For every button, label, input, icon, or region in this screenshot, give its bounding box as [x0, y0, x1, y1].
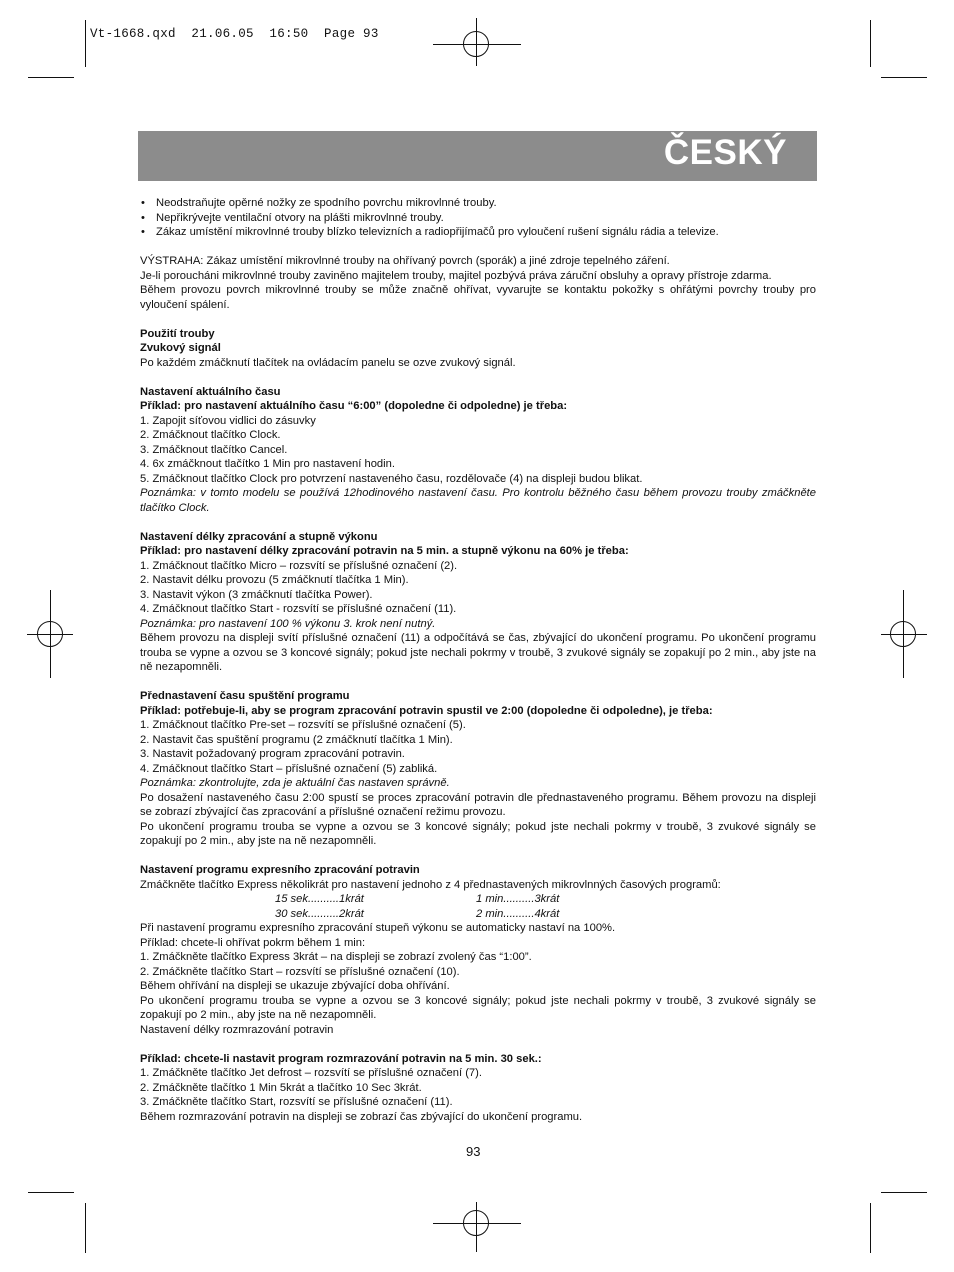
section-heading: Nastavení programu expresního zpracování potravin	[140, 864, 420, 876]
step-item: 1. Zmáčknout tlačítko Micro – rozsvítí se příslušné označení (2).	[140, 559, 458, 572]
step-item: 3. Nastavit požadovaný program zpracování potravin.	[140, 748, 405, 760]
page-content	[140, 196, 816, 1124]
step-item: 1. Zmáčkněte tlačítko Jet defrost – rozsvítí se příslušné označení (7).	[140, 1067, 482, 1079]
crop-mark-br-h	[881, 1192, 927, 1193]
warning-line: VÝSTRAHA: Zákaz umístění mikrovlnné trouby na ohřívaný povrch (sporák) a jiné zdroje tepelného záření.	[140, 255, 670, 267]
language-banner	[138, 131, 817, 181]
paragraph: Během ohřívání na displeji se ukazuje zbývající doba ohřívání.	[140, 980, 450, 992]
express-cell: 2 min..........4krát	[476, 907, 560, 920]
page-number: 93	[466, 1144, 481, 1159]
crop-mark-bl-v	[85, 1203, 86, 1253]
step-item: 2. Zmáčkněte tlačítko 1 Min 5krát a tlačítko 10 Sec 3krát.	[140, 1081, 422, 1094]
reg-left-circle	[37, 621, 63, 647]
paragraph: Po dosažení nastaveného času 2:00 spustí se proces zpracování potravin dle přednastaveného programu. Během provozu na displeji se zobrazí zbývající čas zpracování a příslušné označení režimu provozu.	[140, 791, 816, 818]
paragraph: Po každém zmáčknutí tlačítek na ovládacím panelu se ozve zvukový signál.	[140, 356, 516, 369]
step-item: 1. Zapojit síťovou vidlici do zásuvky	[140, 414, 316, 427]
section-heading: Přednastavení času spuštění programu	[140, 690, 350, 702]
note: Poznámka: pro nastavení 100 % výkonu 3. krok není nutný.	[140, 617, 436, 630]
section-heading: Nastavení aktuálního času	[140, 385, 281, 398]
paragraph: Po ukončení programu trouba se vypne a ozvou se 3 koncové signály; pokud jste nechali pokrmy v troubě, 3 zvukové signály se zopakují po 2 min., aby jste na ně nezapomněli.	[140, 820, 816, 847]
crop-mark-tr-h	[881, 77, 927, 78]
section-heading: Použití trouby	[140, 327, 215, 340]
step-item: 2. Nastavit čas spuštění programu (2 zmáčknutí tlačítka 1 Min).	[140, 733, 453, 746]
warning-line: Během provozu povrch mikrovlnné trouby se může značně ohřívat, vyvarujte se kontaktu pokožky s ohřátými povrchy trouby pro vyloučení spálení.	[140, 284, 816, 311]
express-cell: 15 sek..........1krát	[275, 893, 364, 905]
bullet-item: • Nepřikrývejte ventilační otvory na plášti mikrovlnné trouby.	[140, 211, 816, 226]
reg-bottom-circle	[463, 1210, 489, 1236]
paragraph: Příklad: chcete-li ohřívat pokrm během 1 min:	[140, 936, 366, 949]
example-line: Příklad: potřebuje-li, aby se program zpracování potravin spustil ve 2:00 (dopoledne či odpoledne), je třeba:	[140, 704, 713, 717]
printer-slug: Vt-1668.qxd 21.06.05 16:50 Page 93	[90, 27, 379, 41]
paragraph: Nastavení délky rozmrazování potravin	[140, 1023, 334, 1036]
step-item: 4. 6x zmáčknout tlačítko 1 Min pro nastavení hodin.	[140, 458, 395, 470]
note: Poznámka: zkontrolujte, zda je aktuální čas nastaven správně.	[140, 777, 450, 789]
section-subheading: Zvukový signál	[140, 342, 221, 354]
step-item: 3. Nastavit výkon (3 zmáčknutí tlačítka Power).	[140, 588, 373, 601]
express-cell: 1 min..........3krát	[476, 893, 560, 905]
step-item: 1. Zmáčkněte tlačítko Express 3krát – na displeji se zobrazí zvolený čas “1:00”.	[140, 951, 532, 963]
paragraph: Během rozmrazování potravin na displeji se zobrazí čas zbývající do ukončení programu.	[140, 1110, 583, 1123]
example-line: Příklad: pro nastavení délky zpracování potravin na 5 min. a stupně výkonu na 60% je třeba:	[140, 545, 629, 557]
paragraph: Zmáčkněte tlačítko Express několikrát pro nastavení jednoho z 4 přednastavených mikrovlnných časových programů:	[140, 878, 721, 891]
paragraph: Během provozu na displeji svítí příslušné označení (11) a odpočítává se čas, zbývající do ukončení programu. Po ukončení programu trouba se vypne a ozvou se 3 koncové signály; pokud jste nechali pokrmy v troubě, 3 zvukové signály se zopakují po 2 min., aby jste na ně nezapomněli.	[140, 632, 816, 673]
crop-mark-br-v	[870, 1203, 871, 1253]
note: Poznámka: v tomto modelu se používá 12hodinového nastavení času. Pro kontrolu běžného času během provozu trouby zmáčkněte tlačítko Clock.	[140, 487, 816, 514]
crop-mark-tr-v	[870, 20, 871, 67]
section-heading: Nastavení délky zpracování a stupně výkonu	[140, 530, 378, 543]
step-item: 1. Zmáčknout tlačítko Pre-set – rozsvítí se příslušné označení (5).	[140, 719, 466, 731]
bullet-item: • Zákaz umístění mikrovlnné trouby blízko televizních a radiopřijímačů pro vyloučení rušení signálu rádia a televize.	[140, 225, 816, 240]
crop-mark-bl-h	[28, 1192, 74, 1193]
step-item: 3. Zmáčkněte tlačítko Start, rozsvítí se příslušné označení (11).	[140, 1096, 453, 1108]
example-line: Příklad: pro nastavení aktuálního času “6:00” (dopoledne či odpoledne) je třeba:	[140, 400, 568, 412]
step-item: 2. Zmáčknout tlačítko Clock.	[140, 429, 281, 441]
language-title: ČESKÝ	[663, 133, 787, 172]
warning-line: Je-li poroucháni mikrovlnné trouby zaviněno majitelem trouby, majitel pozbývá práva záruční obsluhy a opravy přístroje zdarma.	[140, 269, 772, 282]
paragraph: Při nastavení programu expresního zpracování stupeň výkonu se automaticky nastaví na 100%.	[140, 922, 616, 934]
paragraph: Po ukončení programu trouba se vypne a ozvou se 3 koncové signály; pokud jste nechali pokrmy v troubě, 3 zvukové signály se zopakují po 2 min., aby jste na ně nezapomněli.	[140, 994, 816, 1021]
step-item: 5. Zmáčknout tlačítko Clock pro potvrzení nastaveného času, rozdělovače (4) na displeji budou blikat.	[140, 472, 643, 485]
step-item: 3. Zmáčknout tlačítko Cancel.	[140, 443, 288, 456]
step-item: 2. Nastavit délku provozu (5 zmáčknutí tlačítka 1 Min).	[140, 574, 409, 586]
step-item: 2. Zmáčkněte tlačítko Start – rozsvítí se příslušné označení (10).	[140, 965, 460, 978]
express-cell: 30 sek..........2krát	[275, 907, 364, 920]
reg-top-circle	[463, 31, 489, 57]
reg-right-circle	[890, 621, 916, 647]
step-item: 4. Zmáčknout tlačítko Start - rozsvítí se příslušné označení (11).	[140, 603, 457, 615]
example-line: Příklad: chcete-li nastavit program rozmrazování potravin na 5 min. 30 sek.:	[140, 1052, 542, 1065]
crop-mark-tl-v	[85, 20, 86, 67]
step-item: 4. Zmáčknout tlačítko Start – příslušné označení (5) zabliká.	[140, 762, 438, 775]
bullet-item: • Neodstraňujte opěrné nožky ze spodního povrchu mikrovlnné trouby.	[140, 196, 816, 211]
express-table	[140, 892, 816, 921]
crop-mark-tl-h	[28, 77, 74, 78]
